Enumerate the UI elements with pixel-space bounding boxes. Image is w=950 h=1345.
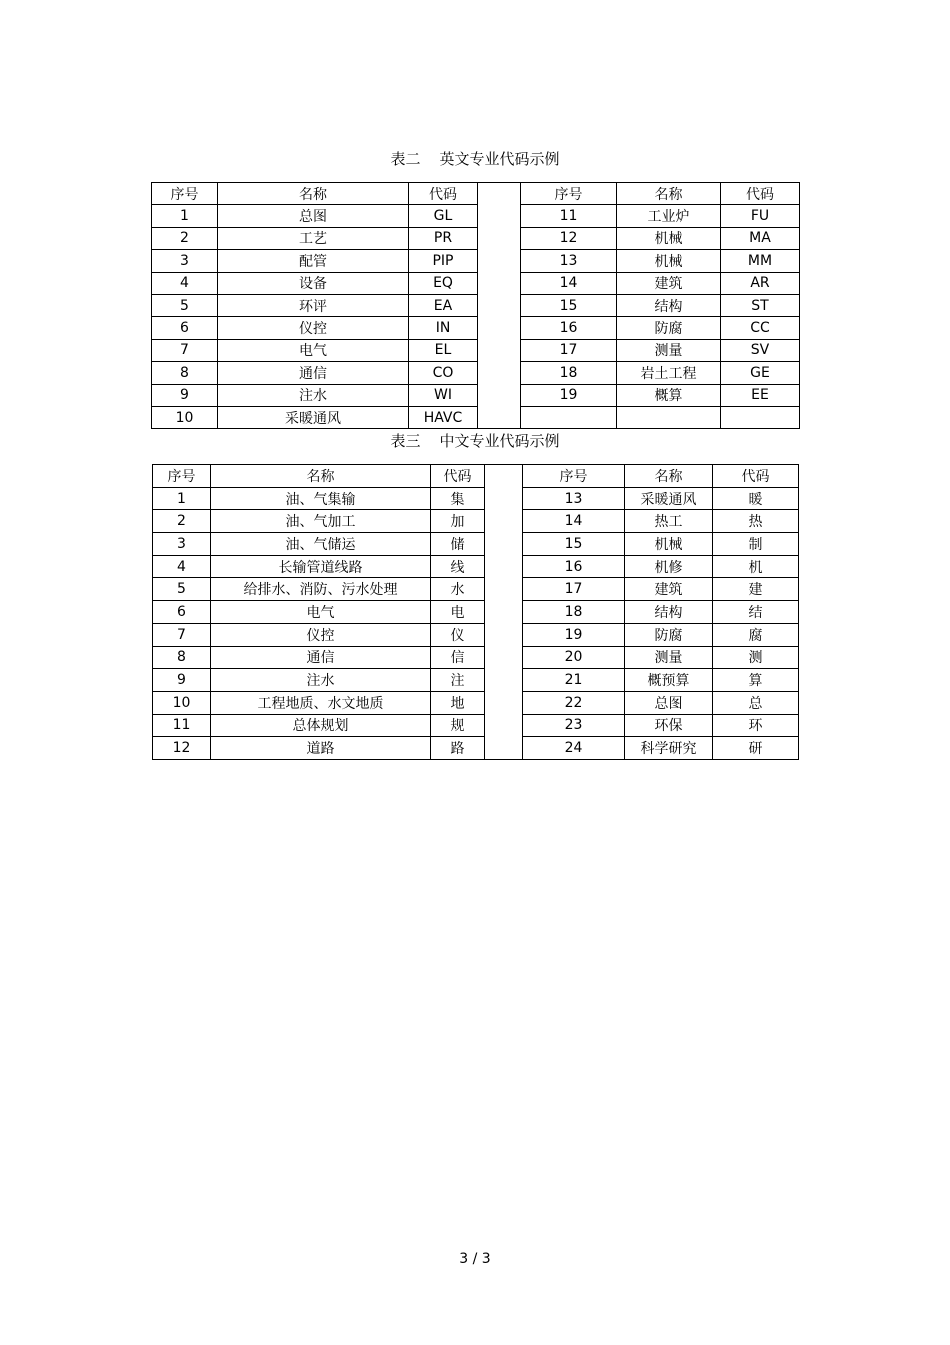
right-header-code: 代码 bbox=[721, 183, 800, 205]
left-cell-no: 12 bbox=[153, 737, 211, 760]
left-cell-code: 注 bbox=[431, 669, 485, 692]
left-cell-code: 地 bbox=[431, 691, 485, 714]
left-cell-code: EA bbox=[409, 294, 478, 316]
left-cell-name: 通信 bbox=[211, 646, 431, 669]
right-cell-code bbox=[721, 406, 800, 428]
left-cell-name: 通信 bbox=[218, 362, 409, 384]
right-cell-name: 机修 bbox=[625, 555, 713, 578]
left-cell-code: 仪 bbox=[431, 623, 485, 646]
right-cell-code: MA bbox=[721, 227, 800, 249]
right-header-code: 代码 bbox=[713, 465, 799, 488]
left-header-code: 代码 bbox=[409, 183, 478, 205]
table-row bbox=[153, 714, 799, 737]
right-cell-name: 结构 bbox=[625, 601, 713, 624]
right-cell-name: 概预算 bbox=[625, 669, 713, 692]
left-cell-code: HAVC bbox=[409, 406, 478, 428]
right-cell-no: 15 bbox=[523, 533, 625, 556]
right-cell-code: MM bbox=[721, 250, 800, 272]
left-cell-code: 线 bbox=[431, 555, 485, 578]
left-cell-no: 10 bbox=[153, 691, 211, 714]
left-cell-name: 总图 bbox=[218, 205, 409, 227]
left-cell-name: 采暖通风 bbox=[218, 406, 409, 428]
right-cell-no: 18 bbox=[521, 362, 617, 384]
left-cell-no: 11 bbox=[153, 714, 211, 737]
right-cell-no: 19 bbox=[523, 623, 625, 646]
right-cell-no: 17 bbox=[521, 339, 617, 361]
right-cell-no: 14 bbox=[523, 510, 625, 533]
right-cell-code: 建 bbox=[713, 578, 799, 601]
table-row bbox=[152, 250, 800, 272]
right-cell-no bbox=[521, 406, 617, 428]
left-cell-name: 仪控 bbox=[218, 317, 409, 339]
table-row bbox=[153, 601, 799, 624]
left-cell-name: 工程地质、水文地质 bbox=[211, 691, 431, 714]
left-cell-no: 4 bbox=[153, 555, 211, 578]
left-cell-code: 水 bbox=[431, 578, 485, 601]
chinese-discipline-code-table bbox=[152, 464, 799, 760]
right-cell-name: 概算 bbox=[617, 384, 721, 406]
table-row bbox=[153, 646, 799, 669]
right-cell-name: 建筑 bbox=[617, 272, 721, 294]
right-cell-name: 机械 bbox=[625, 533, 713, 556]
left-cell-code: GL bbox=[409, 205, 478, 227]
left-cell-code: WI bbox=[409, 384, 478, 406]
left-cell-name: 总体规划 bbox=[211, 714, 431, 737]
left-cell-name: 配管 bbox=[218, 250, 409, 272]
table-row bbox=[153, 669, 799, 692]
left-cell-name: 油、气储运 bbox=[211, 533, 431, 556]
left-cell-no: 5 bbox=[153, 578, 211, 601]
table-row bbox=[153, 691, 799, 714]
right-cell-code: 制 bbox=[713, 533, 799, 556]
left-header-name: 名称 bbox=[211, 465, 431, 488]
right-cell-code: 结 bbox=[713, 601, 799, 624]
table-row bbox=[153, 510, 799, 533]
right-cell-name: 总图 bbox=[625, 691, 713, 714]
right-cell-code: 总 bbox=[713, 691, 799, 714]
left-cell-code: 规 bbox=[431, 714, 485, 737]
right-cell-name bbox=[617, 406, 721, 428]
right-cell-no: 14 bbox=[521, 272, 617, 294]
right-cell-code: CC bbox=[721, 317, 800, 339]
right-cell-no: 21 bbox=[523, 669, 625, 692]
right-cell-no: 13 bbox=[521, 250, 617, 272]
left-cell-no: 3 bbox=[152, 250, 218, 272]
table-row bbox=[152, 384, 800, 406]
right-cell-name: 工业炉 bbox=[617, 205, 721, 227]
left-cell-code: EQ bbox=[409, 272, 478, 294]
right-cell-name: 科学研究 bbox=[625, 737, 713, 760]
left-header-no: 序号 bbox=[153, 465, 211, 488]
left-cell-name: 油、气集输 bbox=[211, 487, 431, 510]
table-row bbox=[152, 294, 800, 316]
left-cell-no: 6 bbox=[152, 317, 218, 339]
right-header-no: 序号 bbox=[523, 465, 625, 488]
table-row bbox=[152, 339, 800, 361]
left-cell-no: 1 bbox=[153, 487, 211, 510]
left-cell-no: 6 bbox=[153, 601, 211, 624]
left-cell-code: EL bbox=[409, 339, 478, 361]
left-cell-name: 环评 bbox=[218, 294, 409, 316]
left-cell-name: 仪控 bbox=[211, 623, 431, 646]
right-header-name: 名称 bbox=[625, 465, 713, 488]
right-cell-code: 热 bbox=[713, 510, 799, 533]
table-row bbox=[153, 737, 799, 760]
right-cell-no: 19 bbox=[521, 384, 617, 406]
right-cell-code: EE bbox=[721, 384, 800, 406]
table-header-row bbox=[153, 465, 799, 488]
right-cell-name: 机械 bbox=[617, 227, 721, 249]
page-number: 3 / 3 bbox=[459, 1251, 491, 1267]
right-cell-no: 24 bbox=[523, 737, 625, 760]
left-cell-code: CO bbox=[409, 362, 478, 384]
left-cell-code: PIP bbox=[409, 250, 478, 272]
left-cell-no: 10 bbox=[152, 406, 218, 428]
left-cell-code: 储 bbox=[431, 533, 485, 556]
left-cell-code: PR bbox=[409, 227, 478, 249]
right-cell-code: 测 bbox=[713, 646, 799, 669]
left-cell-name: 设备 bbox=[218, 272, 409, 294]
left-cell-name: 电气 bbox=[218, 339, 409, 361]
left-cell-no: 2 bbox=[152, 227, 218, 249]
table-row bbox=[153, 555, 799, 578]
right-cell-code: 算 bbox=[713, 669, 799, 692]
left-cell-no: 1 bbox=[152, 205, 218, 227]
right-cell-code: ST bbox=[721, 294, 800, 316]
right-cell-name: 环保 bbox=[625, 714, 713, 737]
right-cell-code: SV bbox=[721, 339, 800, 361]
right-cell-name: 防腐 bbox=[617, 317, 721, 339]
right-cell-no: 15 bbox=[521, 294, 617, 316]
table-row bbox=[152, 362, 800, 384]
left-cell-no: 8 bbox=[153, 646, 211, 669]
left-cell-code: 信 bbox=[431, 646, 485, 669]
left-cell-no: 7 bbox=[152, 339, 218, 361]
table-row bbox=[152, 406, 800, 428]
right-cell-code: 腐 bbox=[713, 623, 799, 646]
left-header-name: 名称 bbox=[218, 183, 409, 205]
left-cell-name: 道路 bbox=[211, 737, 431, 760]
table2-caption: 表二 英文专业代码示例 bbox=[390, 150, 560, 168]
right-cell-name: 测量 bbox=[617, 339, 721, 361]
right-cell-name: 采暖通风 bbox=[625, 487, 713, 510]
english-discipline-code-table bbox=[151, 182, 800, 429]
right-cell-name: 防腐 bbox=[625, 623, 713, 646]
left-header-code: 代码 bbox=[431, 465, 485, 488]
left-cell-code: IN bbox=[409, 317, 478, 339]
right-cell-no: 11 bbox=[521, 205, 617, 227]
table-row bbox=[152, 205, 800, 227]
left-cell-name: 给排水、消防、污水处理 bbox=[211, 578, 431, 601]
right-cell-no: 20 bbox=[523, 646, 625, 669]
left-cell-no: 5 bbox=[152, 294, 218, 316]
right-cell-code: 机 bbox=[713, 555, 799, 578]
right-header-name: 名称 bbox=[617, 183, 721, 205]
right-cell-code: AR bbox=[721, 272, 800, 294]
table-row bbox=[153, 578, 799, 601]
left-cell-name: 长输管道线路 bbox=[211, 555, 431, 578]
right-cell-no: 13 bbox=[523, 487, 625, 510]
right-cell-code: GE bbox=[721, 362, 800, 384]
left-cell-code: 路 bbox=[431, 737, 485, 760]
right-cell-no: 22 bbox=[523, 691, 625, 714]
table-row bbox=[153, 487, 799, 510]
left-cell-name: 注水 bbox=[218, 384, 409, 406]
separator-column bbox=[478, 183, 521, 429]
right-cell-name: 机械 bbox=[617, 250, 721, 272]
table3-caption: 表三 中文专业代码示例 bbox=[390, 432, 560, 450]
left-cell-name: 油、气加工 bbox=[211, 510, 431, 533]
separator-column bbox=[485, 465, 523, 760]
left-cell-name: 电气 bbox=[211, 601, 431, 624]
left-cell-no: 9 bbox=[152, 384, 218, 406]
table-row bbox=[153, 533, 799, 556]
left-cell-no: 9 bbox=[153, 669, 211, 692]
right-cell-code: 环 bbox=[713, 714, 799, 737]
right-cell-code: 暖 bbox=[713, 487, 799, 510]
left-cell-name: 注水 bbox=[211, 669, 431, 692]
table-row bbox=[153, 623, 799, 646]
right-cell-name: 热工 bbox=[625, 510, 713, 533]
left-cell-no: 4 bbox=[152, 272, 218, 294]
left-cell-no: 7 bbox=[153, 623, 211, 646]
left-cell-code: 加 bbox=[431, 510, 485, 533]
right-header-no: 序号 bbox=[521, 183, 617, 205]
right-cell-code: FU bbox=[721, 205, 800, 227]
right-cell-name: 岩土工程 bbox=[617, 362, 721, 384]
left-cell-no: 3 bbox=[153, 533, 211, 556]
right-cell-name: 结构 bbox=[617, 294, 721, 316]
left-cell-code: 电 bbox=[431, 601, 485, 624]
table-row bbox=[152, 272, 800, 294]
left-cell-no: 2 bbox=[153, 510, 211, 533]
table-header-row bbox=[152, 183, 800, 205]
right-cell-no: 17 bbox=[523, 578, 625, 601]
left-header-no: 序号 bbox=[152, 183, 218, 205]
right-cell-no: 18 bbox=[523, 601, 625, 624]
table-row bbox=[152, 317, 800, 339]
right-cell-no: 16 bbox=[521, 317, 617, 339]
right-cell-name: 建筑 bbox=[625, 578, 713, 601]
right-cell-no: 16 bbox=[523, 555, 625, 578]
right-cell-code: 研 bbox=[713, 737, 799, 760]
right-cell-name: 测量 bbox=[625, 646, 713, 669]
table-row bbox=[152, 227, 800, 249]
left-cell-no: 8 bbox=[152, 362, 218, 384]
left-cell-code: 集 bbox=[431, 487, 485, 510]
left-cell-name: 工艺 bbox=[218, 227, 409, 249]
right-cell-no: 23 bbox=[523, 714, 625, 737]
right-cell-no: 12 bbox=[521, 227, 617, 249]
